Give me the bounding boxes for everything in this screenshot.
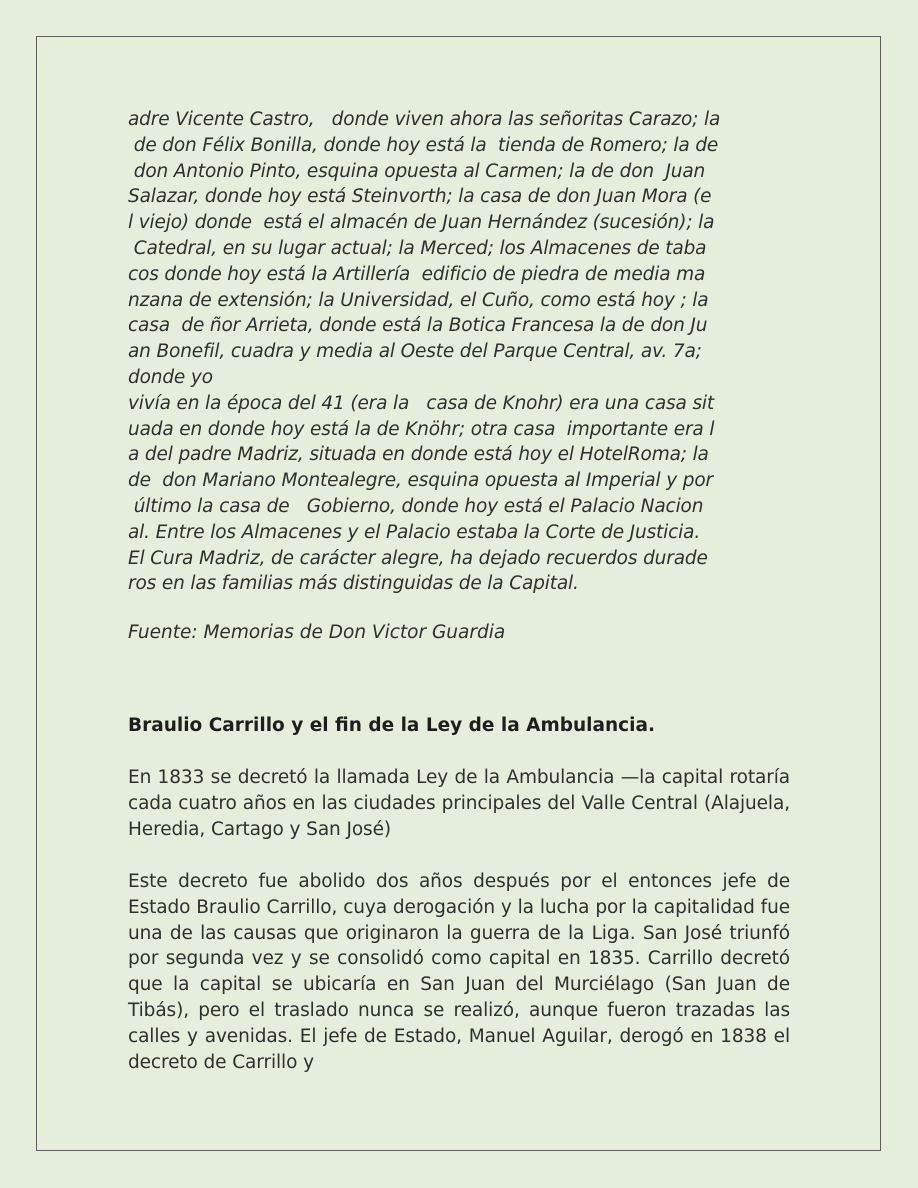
memoir-line: l viejo) donde está el almacén de Juan Hernández (sucesión); la <box>128 212 715 234</box>
memoir-line: Salazar, donde hoy está Steinvorth; la casa de don Juan Mora (e <box>128 186 712 208</box>
memoir-line: último la casa de Gobierno, donde hoy está el Palacio Nacion <box>128 495 704 517</box>
memoir-line: ros en las familias más distinguidas de la Capital. <box>128 573 579 595</box>
source-citation: Fuente: Memorias de Don Victor Guardia <box>128 622 506 643</box>
memoir-line: adre Vicente Castro, donde viven ahora las señoritas Carazo; la <box>128 109 721 130</box>
memoir-line: an Bonefil, cuadra y media al Oeste del Parque Central, av. 7a; <box>128 341 702 363</box>
memoir-line: cos donde hoy está la Artillería edificio de piedra de media ma <box>128 263 706 285</box>
memoir-line: uada en donde hoy está la de Knöhr; otra casa importante era l <box>128 418 715 440</box>
body-paragraph: Este decreto fue abolido dos años después por el entonces jefe de Estado Braulio Carrillo, cuya derogación y la lucha por la capitalidad fue una de las causas que originaron la guerra de la Liga. San José triunfó por segunda vez y se consolidó como capital en 1835. Carrillo decretó que la capital se ubicaría en San Juan del Murciélago (San Juan de Tibás), pero el traslado nunca se realizó, aunque fueron trazadas las calles y avenidas. El jefe de Estado, Manuel Aguilar, derogó en 1838 el decreto de Carrillo y <box>128 871 790 1073</box>
section-heading: Braulio Carrillo y el fin de la Ley de la Ambulancia. <box>128 715 655 736</box>
memoir-line: El Cura Madriz, de carácter alegre, ha dejado recuerdos durade <box>128 547 708 569</box>
memoir-line: casa de ñor Arrieta, donde está la Botica Francesa la de don Ju <box>128 315 708 337</box>
memoir-line: de don Félix Bonilla, donde hoy está la tienda de Romero; la de <box>128 134 719 156</box>
memoir-line: donde yo <box>128 366 213 388</box>
memoir-line: nzana de extensión; la Universidad, el Cuño, como está hoy ; la <box>128 289 709 311</box>
body-paragraph: En 1833 se decretó la llamada Ley de la Ambulancia —la capital rotaría cada cuatro años en las ciudades principales del Valle Central (Alajuela, Heredia, Cartago y San José) <box>128 767 790 840</box>
memoir-excerpt <box>128 107 790 597</box>
memoir-line: vivía en la época del 41 (era la casa de Knohr) era una casa sit <box>128 392 715 414</box>
memoir-line: Catedral, en su lugar actual; la Merced; los Almacenes de taba <box>128 237 707 259</box>
memoir-line: de don Mariano Montealegre, esquina opuesta al Imperial y por <box>128 470 713 492</box>
memoir-line: a del padre Madriz, situada en donde está hoy el HotelRoma; la <box>128 444 709 466</box>
memoir-line: al. Entre los Almacenes y el Palacio estaba la Corte de Justicia. <box>128 521 701 543</box>
memoir-line: don Antonio Pinto, esquina opuesta al Carmen; la de don Juan <box>128 160 706 182</box>
